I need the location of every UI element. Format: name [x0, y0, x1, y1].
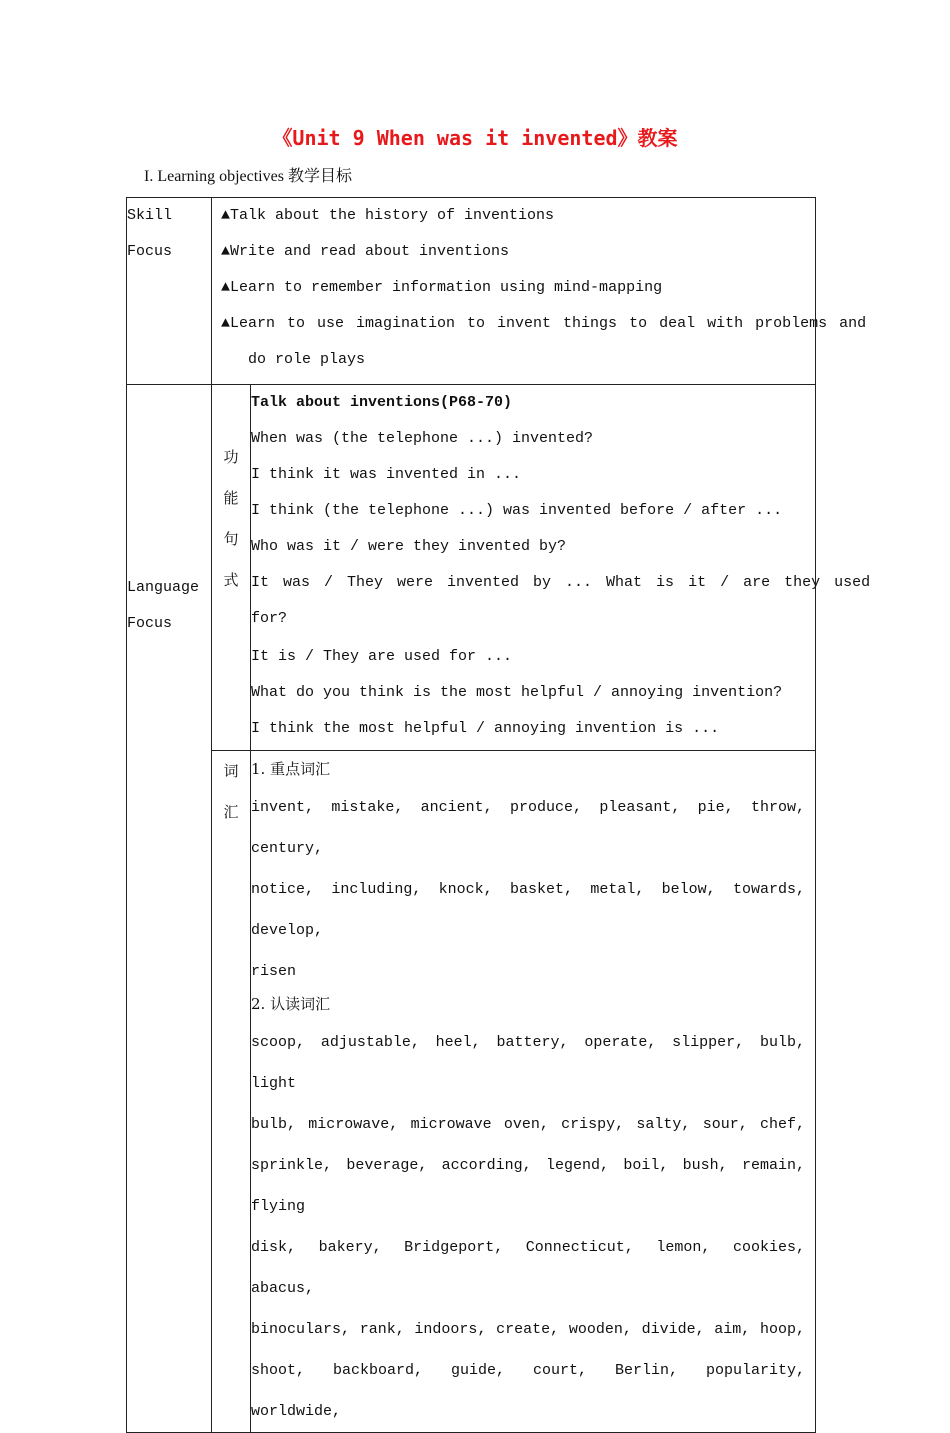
key-vocab-heading: 1. 重点词汇	[251, 760, 331, 778]
vocab-line: scoop, adjustable, heel, battery, operate, slipper, bulb, light	[251, 1034, 805, 1092]
skill-item: ▲Write and read about inventions	[221, 243, 510, 260]
skill-item: ▲Learn to remember information using mind-mapping	[221, 279, 663, 296]
vertical-char: 功	[223, 448, 239, 466]
vertical-char: 词	[223, 762, 239, 780]
vocabulary-vertical-label	[212, 751, 251, 1433]
vocab-line: disk, bakery, Bridgeport, Connecticut, lemon, cookies, abacus,	[251, 1239, 805, 1297]
vocab-line: bulb, microwave, microwave oven, crispy, salty, sour, chef,	[251, 1116, 805, 1133]
function-line: I think (the telephone ...) was invented before / after ...	[251, 502, 783, 519]
vocab-line: notice, including, knock, basket, metal, below, towards, develop,	[251, 881, 805, 939]
function-line: I think the most helpful / annoying invention is ...	[251, 720, 720, 737]
skill-item: ▲Talk about the history of inventions	[221, 207, 555, 224]
vocab-line: sprinkle, beverage, according, legend, boil, bush, remain, flying	[251, 1157, 805, 1215]
function-wrapped-line2: for?	[251, 610, 288, 627]
language-label-line1: Language	[127, 579, 200, 596]
read-vocab-heading: 2. 认读词汇	[251, 995, 331, 1013]
skill-focus-content	[212, 198, 867, 385]
skill-focus-row	[127, 198, 816, 385]
page-title: 《Unit 9 When was it invented》教案	[272, 126, 678, 150]
vertical-char: 汇	[223, 803, 239, 821]
vertical-char: 句	[223, 530, 239, 548]
function-line: Who was it / were they invented by?	[251, 538, 567, 555]
vocab-line: shoot, backboard, guide, court, Berlin, popularity, worldwide,	[251, 1362, 805, 1420]
language-label-line2: Focus	[127, 615, 173, 632]
function-line: I think it was invented in ...	[251, 466, 522, 483]
vocabulary-content	[251, 751, 816, 1433]
vocab-line: risen	[251, 963, 297, 980]
skill-item-line2: do role plays	[248, 351, 366, 368]
functions-vertical-label	[212, 385, 251, 751]
skill-item-line1: ▲Learn to use imagination to invent things to deal with problems and	[221, 315, 867, 332]
skill-label-line1: Skill	[127, 207, 173, 224]
vertical-char: 式	[223, 571, 239, 589]
objectives-table	[126, 197, 871, 1433]
skill-focus-label	[127, 198, 212, 385]
section-heading: I. Learning objectives 教学目标	[144, 168, 352, 185]
vertical-char: 能	[223, 489, 239, 507]
language-focus-label	[127, 385, 212, 1433]
vocab-line: invent, mistake, ancient, produce, pleasant, pie, throw, century,	[251, 799, 805, 857]
functions-heading: Talk about inventions(P68-70)	[251, 394, 513, 411]
function-line: What do you think is the most helpful / annoying invention?	[251, 684, 783, 701]
function-wrapped-line1: It was / They were invented by ... What is it / are they used	[251, 574, 871, 591]
functions-row	[127, 385, 816, 751]
vocabulary-row	[127, 751, 816, 1433]
vocab-line: binoculars, rank, indoors, create, wooden, divide, aim, hoop,	[251, 1321, 805, 1338]
function-line: When was (the telephone ...) invented?	[251, 430, 594, 447]
functions-content	[251, 385, 871, 751]
skill-label-line2: Focus	[127, 243, 173, 260]
function-line: It is / They are used for ...	[251, 648, 513, 665]
